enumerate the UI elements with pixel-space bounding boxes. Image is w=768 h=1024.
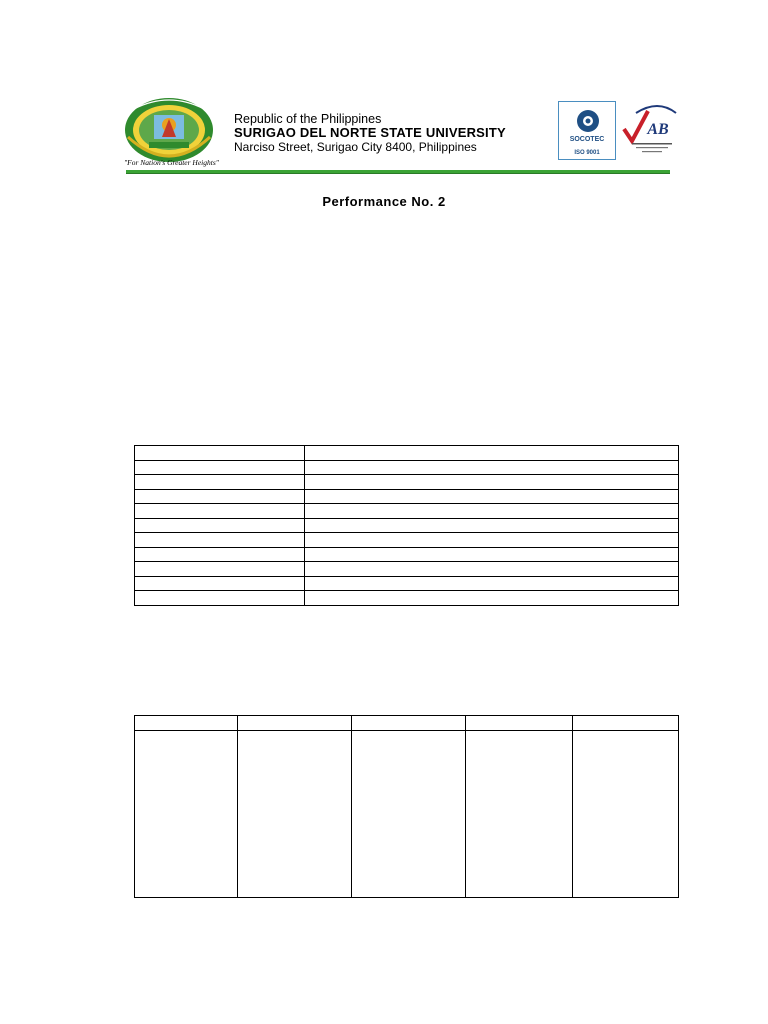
university-address: Narciso Street, Surigao City 8400, Philippines (234, 140, 477, 154)
value-cell (305, 489, 679, 504)
value-cell (305, 504, 679, 519)
table-cell (135, 731, 238, 898)
socotec-logo-icon (573, 108, 603, 134)
label-cell (135, 576, 305, 591)
republic-line: Republic of the Philippines (234, 112, 382, 126)
value-cell (305, 576, 679, 591)
value-cell (305, 591, 679, 606)
value-cell (305, 475, 679, 490)
table-header-cell (573, 716, 679, 731)
table-cell (238, 731, 352, 898)
label-cell (135, 504, 305, 519)
pab-accreditation-logo (618, 103, 680, 155)
table-row (135, 518, 679, 533)
value-cell (305, 533, 679, 548)
iso-certification-badge (558, 101, 616, 160)
data-table (134, 715, 679, 898)
document-title: Performance No. 2 (322, 194, 446, 209)
table-header-cell (238, 716, 352, 731)
table-row (135, 475, 679, 490)
table-row (135, 460, 679, 475)
svg-text:AB: AB (647, 121, 669, 138)
table-row (135, 731, 679, 898)
university-header (234, 112, 506, 154)
table-cell (466, 731, 573, 898)
table-row (135, 489, 679, 504)
iso-9001-label: ISO 9001 (574, 150, 600, 156)
table-row (135, 576, 679, 591)
label-cell (135, 562, 305, 577)
label-cell (135, 518, 305, 533)
table-header-cell (466, 716, 573, 731)
table-row (135, 446, 679, 461)
university-motto: "For Nation's Greater Heights" (124, 158, 219, 167)
table-row (135, 547, 679, 562)
value-cell (305, 562, 679, 577)
table-header-cell (135, 716, 238, 731)
table-header-cell (352, 716, 466, 731)
socotec-label: SOCOTEC (569, 136, 605, 143)
header-divider (126, 170, 670, 174)
table-cell (573, 731, 679, 898)
value-cell (305, 547, 679, 562)
label-cell (135, 547, 305, 562)
label-cell (135, 533, 305, 548)
value-cell (305, 460, 679, 475)
table-header-row (135, 716, 679, 731)
table-row (135, 562, 679, 577)
label-cell (135, 460, 305, 475)
table-row (135, 504, 679, 519)
info-table (134, 445, 679, 606)
table-row (135, 591, 679, 606)
label-cell (135, 591, 305, 606)
label-cell (135, 446, 305, 461)
value-cell (305, 518, 679, 533)
label-cell (135, 475, 305, 490)
table-row (135, 533, 679, 548)
table-cell (352, 731, 466, 898)
label-cell (135, 489, 305, 504)
value-cell (305, 446, 679, 461)
university-seal-logo (124, 97, 224, 163)
university-name: SURIGAO DEL NORTE STATE UNIVERSITY (234, 125, 506, 140)
